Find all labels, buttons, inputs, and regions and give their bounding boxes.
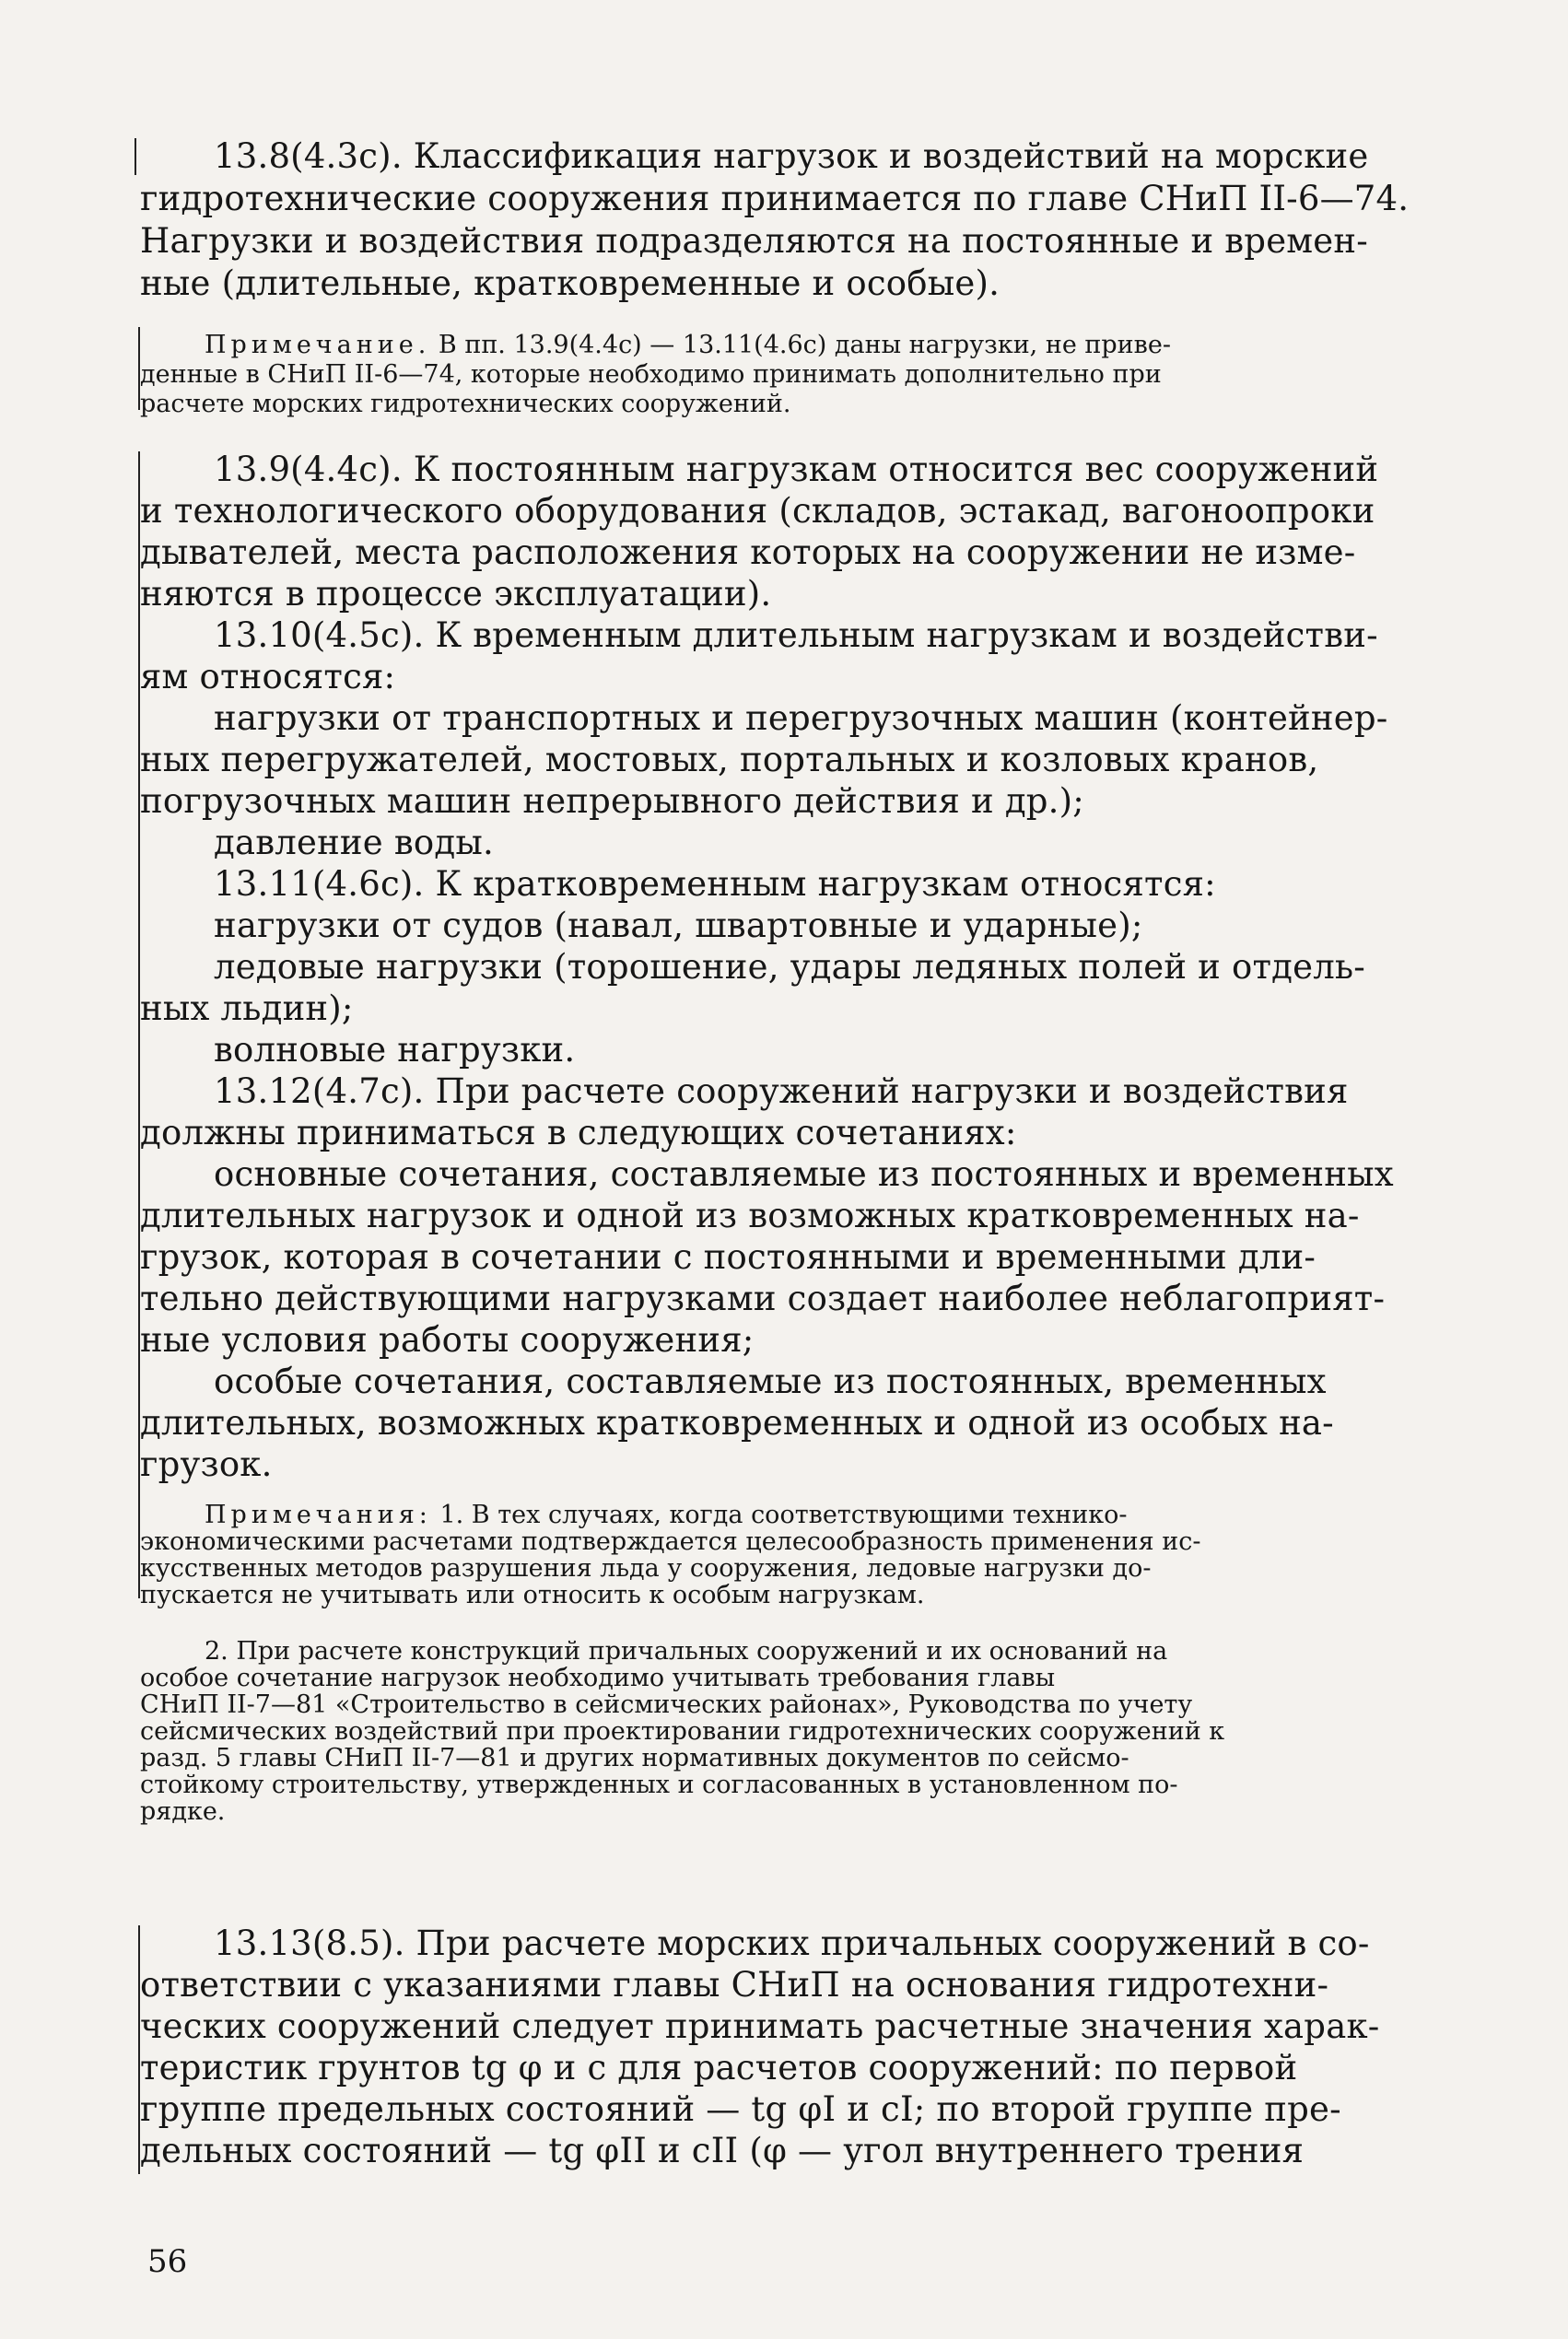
text-line: ных льдин); (140, 988, 354, 1028)
text-line: 13.11(4.6с). К кратковременным нагрузкам относятся: (214, 864, 1216, 904)
text-line: ные (длительные, кратковременные и особые). (140, 263, 1000, 303)
text-line: ные условия работы сооружения; (140, 1320, 755, 1360)
text-line: длительных нагрузок и одной из возможных кратковременных на- (140, 1196, 1360, 1235)
note-text: В пп. 13.9(4.4с) — 13.11(4.6с) даны нагрузки, не приве- (430, 332, 1171, 358)
text-line: волновые нагрузки. (214, 1030, 576, 1070)
text-line: Нагрузки и воздействия подразделяются на постоянные и времен- (140, 221, 1368, 261)
margin-rule (135, 138, 136, 175)
text-line: дельных состояний — tg φII и cII (φ — угол внутреннего трения (140, 2131, 1305, 2170)
text-line: группе предельных состояний — tg φI и cI; по второй группе пре- (140, 2089, 1341, 2129)
text-line: 13.9(4.4с). К постоянным нагрузкам относится вес сооружений (214, 450, 1379, 489)
text-line: ческих сооружений следует принимать расчетные значения харак- (140, 2006, 1380, 2046)
text-line: основные сочетания, составляемые из постоянных и временных (214, 1154, 1394, 1194)
text-line: 13.8(4.3с). Классификация нагрузок и воздействий на морские (214, 136, 1369, 176)
note-line: разд. 5 главы СНиП II-7—81 и других нормативных документов по сейсмо- (140, 1745, 1129, 1772)
text-line: ледовые нагрузки (торошение, удары ледяных полей и отдель- (214, 947, 1365, 987)
text-line: дывателей, места расположения которых на сооружении не изме- (140, 532, 1356, 572)
text-line: ответствии с указаниями главы СНиП на основания гидротехни- (140, 1965, 1329, 2005)
text-line: должны приниматься в следующих сочетаниях: (140, 1113, 1017, 1152)
note-text: 1. В тех случаях, когда соответствующими технико- (431, 1502, 1128, 1528)
note-line: денные в СНиП II-6—74, которые необходимо принимать дополнительно при (140, 361, 1162, 388)
text-line: няются в процессе эксплуатации). (140, 574, 772, 614)
note-line: рядке. (140, 1798, 226, 1825)
note-line: сейсмических воздействий при проектировании гидротехнических сооружений к (140, 1718, 1225, 1745)
text-line: тельно действующими нагрузками создает наиболее неблагоприят- (140, 1279, 1386, 1318)
note-line: экономическими расчетами подтверждается целесообразность применения ис- (140, 1528, 1201, 1555)
text-line: теристик грунтов tg φ и c для расчетов сооружений: по первой (140, 2048, 1298, 2088)
note-first-line (140, 1502, 1494, 1528)
text-line: грузок, которая в сочетании с постоянными и временными дли- (140, 1237, 1316, 1277)
text-line: погрузочных машин непрерывного действия и др.); (140, 781, 1084, 821)
text-line: давление воды. (214, 823, 494, 862)
note-label: Примечание. (205, 332, 431, 358)
note-first-line (140, 332, 1494, 358)
text-line: и технологического оборудования (складов, эстакад, вагоноопроки (140, 491, 1375, 531)
note-line: кусственных методов разрушения льда у сооружения, ледовые нагрузки до- (140, 1555, 1152, 1582)
text-line: ям относятся: (140, 657, 396, 696)
text-line: ных перегружателей, мостовых, портальных и козловых кранов, (140, 740, 1319, 779)
text-line: особые сочетания, составляемые из постоянных, временных (214, 1362, 1327, 1401)
text-line: длительных, возможных кратковременных и одной из особых на- (140, 1403, 1334, 1443)
notes-label: Примечания: (205, 1502, 432, 1528)
text-line: 13.13(8.5). При расчете морских причальных сооружений в со- (214, 1924, 1370, 1963)
page-number: 56 (147, 2243, 188, 2280)
text-line: 13.10(4.5с). К временным длительным нагрузкам и воздействи- (214, 615, 1378, 655)
text-line: нагрузки от транспортных и перегрузочных машин (контейнер- (214, 698, 1388, 738)
text-line: гидротехнические сооружения принимается по главе СНиП II-6—74. (140, 179, 1410, 218)
note-line: особое сочетание нагрузок необходимо учитывать требования главы (140, 1665, 1056, 1691)
note-line: 2. При расчете конструкций причальных сооружений и их оснований на (205, 1638, 1168, 1665)
text-line: 13.12(4.7с). При расчете сооружений нагрузки и воздействия (214, 1071, 1349, 1111)
text-line: грузок. (140, 1444, 273, 1484)
note-line: СНиП II-7—81 «Строительство в сейсмических районах», Руководства по учету (140, 1691, 1193, 1718)
note-line: расчете морских гидротехнических сооружений. (140, 391, 791, 417)
note-line: пускается не учитывать или относить к особым нагрузкам. (140, 1582, 925, 1608)
note-line: стойкому строительству, утвержденных и согласованных в установленном по- (140, 1772, 1178, 1798)
text-line: нагрузки от судов (навал, швартовные и ударные); (214, 906, 1143, 945)
